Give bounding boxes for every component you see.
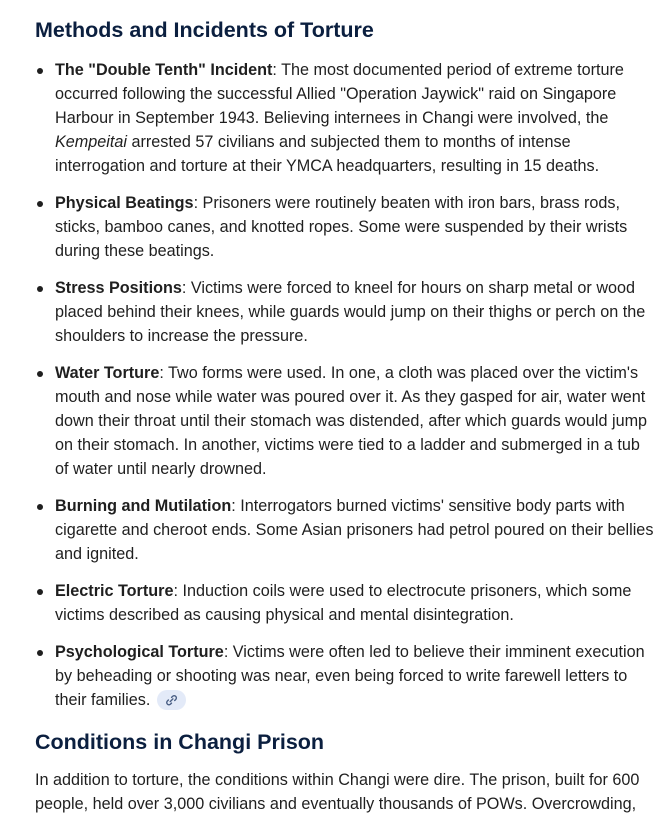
item-text: down their throat until their stomach was distended, after which guards would jump: [55, 412, 648, 430]
item-text: : Victims were forced to kneel for hours on sharp metal or wood: [181, 279, 636, 297]
item-term: Stress Positions: [55, 279, 182, 297]
item-text: occurred following the successful Allied "Operation Jaywick" raid on Singapore: [55, 85, 617, 103]
list-item: [35, 191, 654, 263]
item-text: by beheading or shooting was near, even being forced to write farewell letters to: [55, 667, 628, 685]
list-item: [35, 58, 654, 178]
bullet-icon: [37, 286, 43, 292]
conditions-paragraph: [35, 768, 654, 816]
bullet-icon: [37, 650, 43, 656]
list-item: [35, 361, 654, 481]
list-item: [35, 494, 654, 566]
item-text: cigarette and cheroot ends. Some Asian prisoners had petrol poured on their bellies: [55, 521, 654, 539]
torture-methods-list: [35, 58, 654, 712]
bullet-icon: [37, 589, 43, 595]
item-text: arrested 57 civilians and subjected them to months of intense: [126, 133, 571, 151]
item-term: Psychological Torture: [55, 643, 224, 661]
bullet-icon: [37, 68, 43, 74]
item-term: Electric Torture: [55, 582, 174, 600]
item-text: mouth and nose while water was poured over it. As they gasped for air, water went: [55, 388, 646, 406]
item-text: their families.: [55, 691, 151, 709]
item-text: Harbour in September 1943. Believing internees in Changi were involved, the: [55, 109, 609, 127]
item-term: The "Double Tenth" Incident: [55, 61, 273, 79]
bullet-icon: [37, 504, 43, 510]
item-text: : Induction coils were used to electrocute prisoners, which some: [173, 582, 632, 600]
item-text: during these beatings.: [55, 242, 215, 260]
item-text: and ignited.: [55, 545, 139, 563]
paragraph-line: In addition to torture, the conditions within Changi were dire. The prison, built for 600: [35, 771, 640, 789]
item-text: : Two forms were used. In one, a cloth was placed over the victim's: [159, 364, 639, 382]
item-text: : The most documented period of extreme torture: [272, 61, 624, 79]
item-text: on their stomach. In another, victims were tied to a ladder and submerged in a tub: [55, 436, 640, 454]
paragraph-line: people, held over 3,000 civilians and eventually thousands of POWs. Overcrowding,: [35, 795, 637, 813]
item-term: Burning and Mutilation: [55, 497, 232, 515]
item-text: placed behind their knees, while guards would jump on their thighs or perch on the: [55, 303, 646, 321]
item-text: sticks, bamboo canes, and knotted ropes. Some were suspended by their wrists: [55, 218, 628, 236]
item-term: Physical Beatings: [55, 194, 194, 212]
bullet-icon: [37, 201, 43, 207]
item-text: shoulders to increase the pressure.: [55, 327, 308, 345]
item-text: interrogation and torture at their YMCA headquarters, resulting in 15 deaths.: [55, 157, 600, 175]
item-term: Water Torture: [55, 364, 160, 382]
italic-term: Kempeitai: [55, 133, 127, 151]
link-icon: [165, 694, 178, 706]
list-item: [35, 276, 654, 348]
item-text: : Prisoners were routinely beaten with iron bars, brass rods,: [193, 194, 621, 212]
source-link-chip[interactable]: [157, 690, 186, 710]
section-heading-conditions: Conditions in Changi Prison: [35, 730, 325, 754]
bullet-icon: [37, 371, 43, 377]
section-heading-methods: Methods and Incidents of Torture: [35, 18, 374, 42]
article-content: [35, 0, 654, 816]
item-text: : Interrogators burned victims' sensitive body parts with: [231, 497, 625, 515]
item-text: of water until nearly drowned.: [55, 460, 267, 478]
item-text: victims described as causing physical and mental disintegration.: [55, 606, 514, 624]
list-item: [35, 579, 654, 627]
list-item: [35, 640, 654, 712]
item-text: : Victims were often led to believe their imminent execution: [223, 643, 645, 661]
